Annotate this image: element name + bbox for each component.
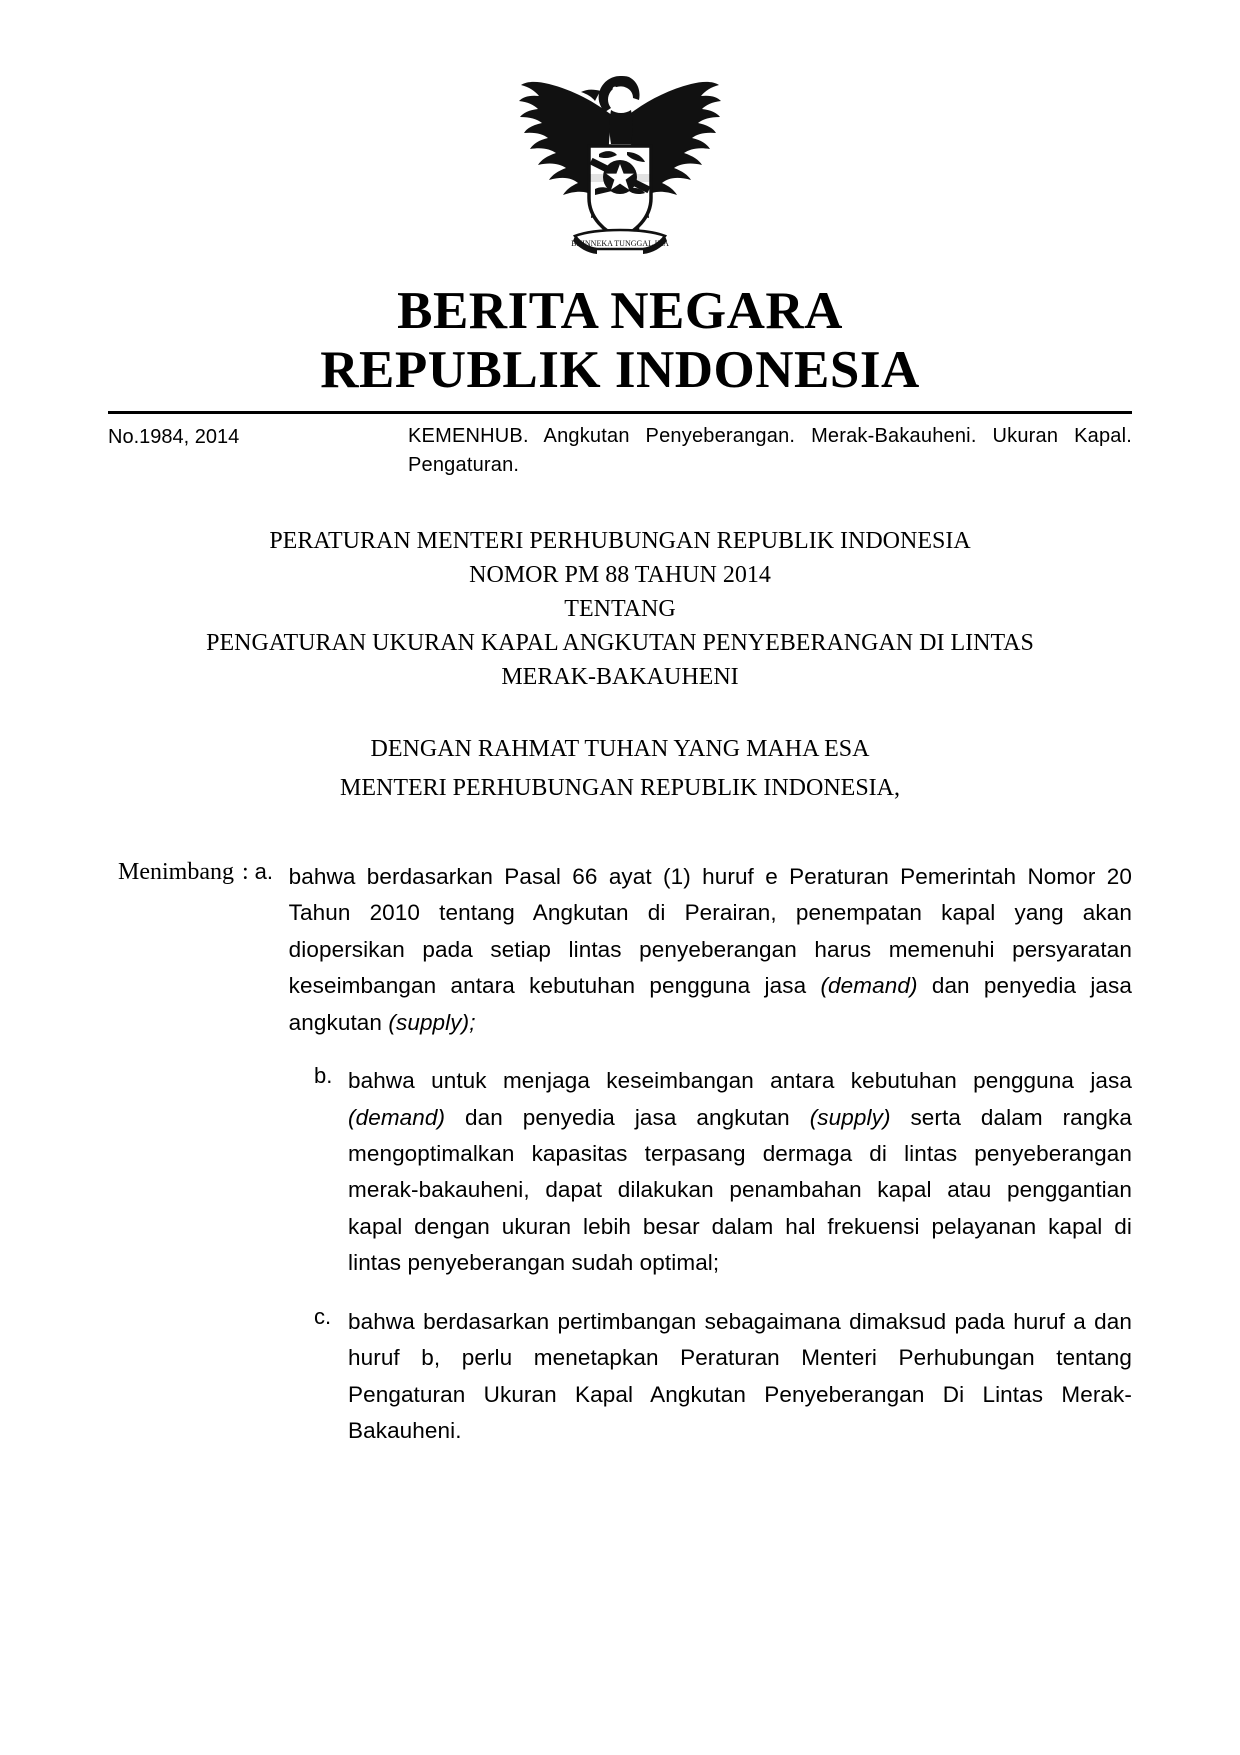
text-part-3: serta dalam rangka mengoptimalkan kapasitas terpasang dermaga di lintas penyeberangan merak-bakauheni, dapat dilakukan penambahan kapal atau penggantian kapal dengan ukuran lebih besar dalam hal frekuensi pelayanan kapal di lintas penyeberangan sudah optimal; xyxy=(348,1104,1132,1276)
list-marker: c. xyxy=(314,1303,332,1329)
emblem-container xyxy=(0,0,1240,268)
issue-number: No.1984, 2014 xyxy=(108,425,240,448)
title-line-2: NOMOR PM 88 TAHUN 2014 xyxy=(469,561,771,588)
svg-text:BHINNEKA TUNGGAL IKA: BHINNEKA TUNGGAL IKA xyxy=(571,239,669,248)
header-divider xyxy=(108,411,1132,414)
issue-subject: KEMENHUB. Angkutan Penyeberangan. Merak-Bakauheni. Ukuran Kapal. Pengaturan. xyxy=(408,424,1132,476)
text-part-2: dan penyedia jasa angkutan xyxy=(288,973,1132,1035)
issue-line xyxy=(108,422,1132,480)
text-part-2: dan penyedia jasa angkutan xyxy=(445,1104,810,1130)
considering-text-b xyxy=(348,1063,1132,1282)
preamble-line-1: DENGAN RAHMAT TUHAN YANG MAHA ESA xyxy=(370,736,870,763)
title-line-5: MERAK-BAKAUHENI xyxy=(501,664,739,691)
masthead-line-2: REPUBLIK INDONESIA xyxy=(320,341,920,400)
title-line-1: PERATURAN MENTERI PERHUBUNGAN REPUBLIK INDONESIA xyxy=(269,527,971,554)
masthead-line-1: BERITA NEGARA xyxy=(397,282,843,340)
regulation-title xyxy=(80,524,1160,694)
italic-demand: (demand) xyxy=(820,973,918,999)
considering-item-b xyxy=(118,1063,1132,1282)
list-marker: b. xyxy=(314,1063,333,1089)
text-part-1: bahwa berdasarkan pertimbangan sebagaimana dimaksud pada huruf a dan huruf b, perlu menetapkan Peraturan Menteri Perhubungan tentang Pengaturan Ukuran Kapal Angkutan Penyeberangan Di Lintas Merak-Bakauheni. xyxy=(348,1308,1132,1444)
preamble-block xyxy=(80,730,1160,807)
italic-supply: (supply); xyxy=(388,1009,476,1035)
considering-label: Menimbang xyxy=(118,858,234,885)
italic-supply: (supply) xyxy=(809,1104,891,1130)
considering-section xyxy=(118,859,1132,1450)
preamble-line-2: MENTERI PERHUBUNGAN REPUBLIK INDONESIA, xyxy=(340,774,900,801)
garuda-pancasila-emblem xyxy=(515,58,725,268)
list-marker: a. xyxy=(254,858,274,884)
considering-item-c xyxy=(118,1304,1132,1450)
text-part-1: bahwa untuk menjaga keseimbangan antara kebutuhan pengguna jasa xyxy=(348,1068,1132,1094)
text-part-1: bahwa berdasarkan Pasal 66 ayat (1) huruf e Peraturan Pemerintah Nomor 20 Tahun 2010 tentang Angkutan di Perairan, penempatan kapal yang akan diopersikan pada setiap lintas penyeberangan harus memenuhi persyaratan keseimbangan antara kebutuhan pengguna jasa xyxy=(288,863,1132,999)
title-line-4: PENGATURAN UKURAN KAPAL ANGKUTAN PENYEBERANGAN DI LINTAS xyxy=(206,629,1034,656)
considering-colon: : xyxy=(241,858,249,885)
considering-item-a xyxy=(118,859,1132,1041)
masthead-title xyxy=(0,282,1240,401)
considering-text-c xyxy=(348,1304,1132,1450)
title-line-3: TENTANG xyxy=(564,595,676,622)
italic-demand: (demand) xyxy=(348,1104,446,1130)
considering-text-a xyxy=(289,859,1132,1041)
